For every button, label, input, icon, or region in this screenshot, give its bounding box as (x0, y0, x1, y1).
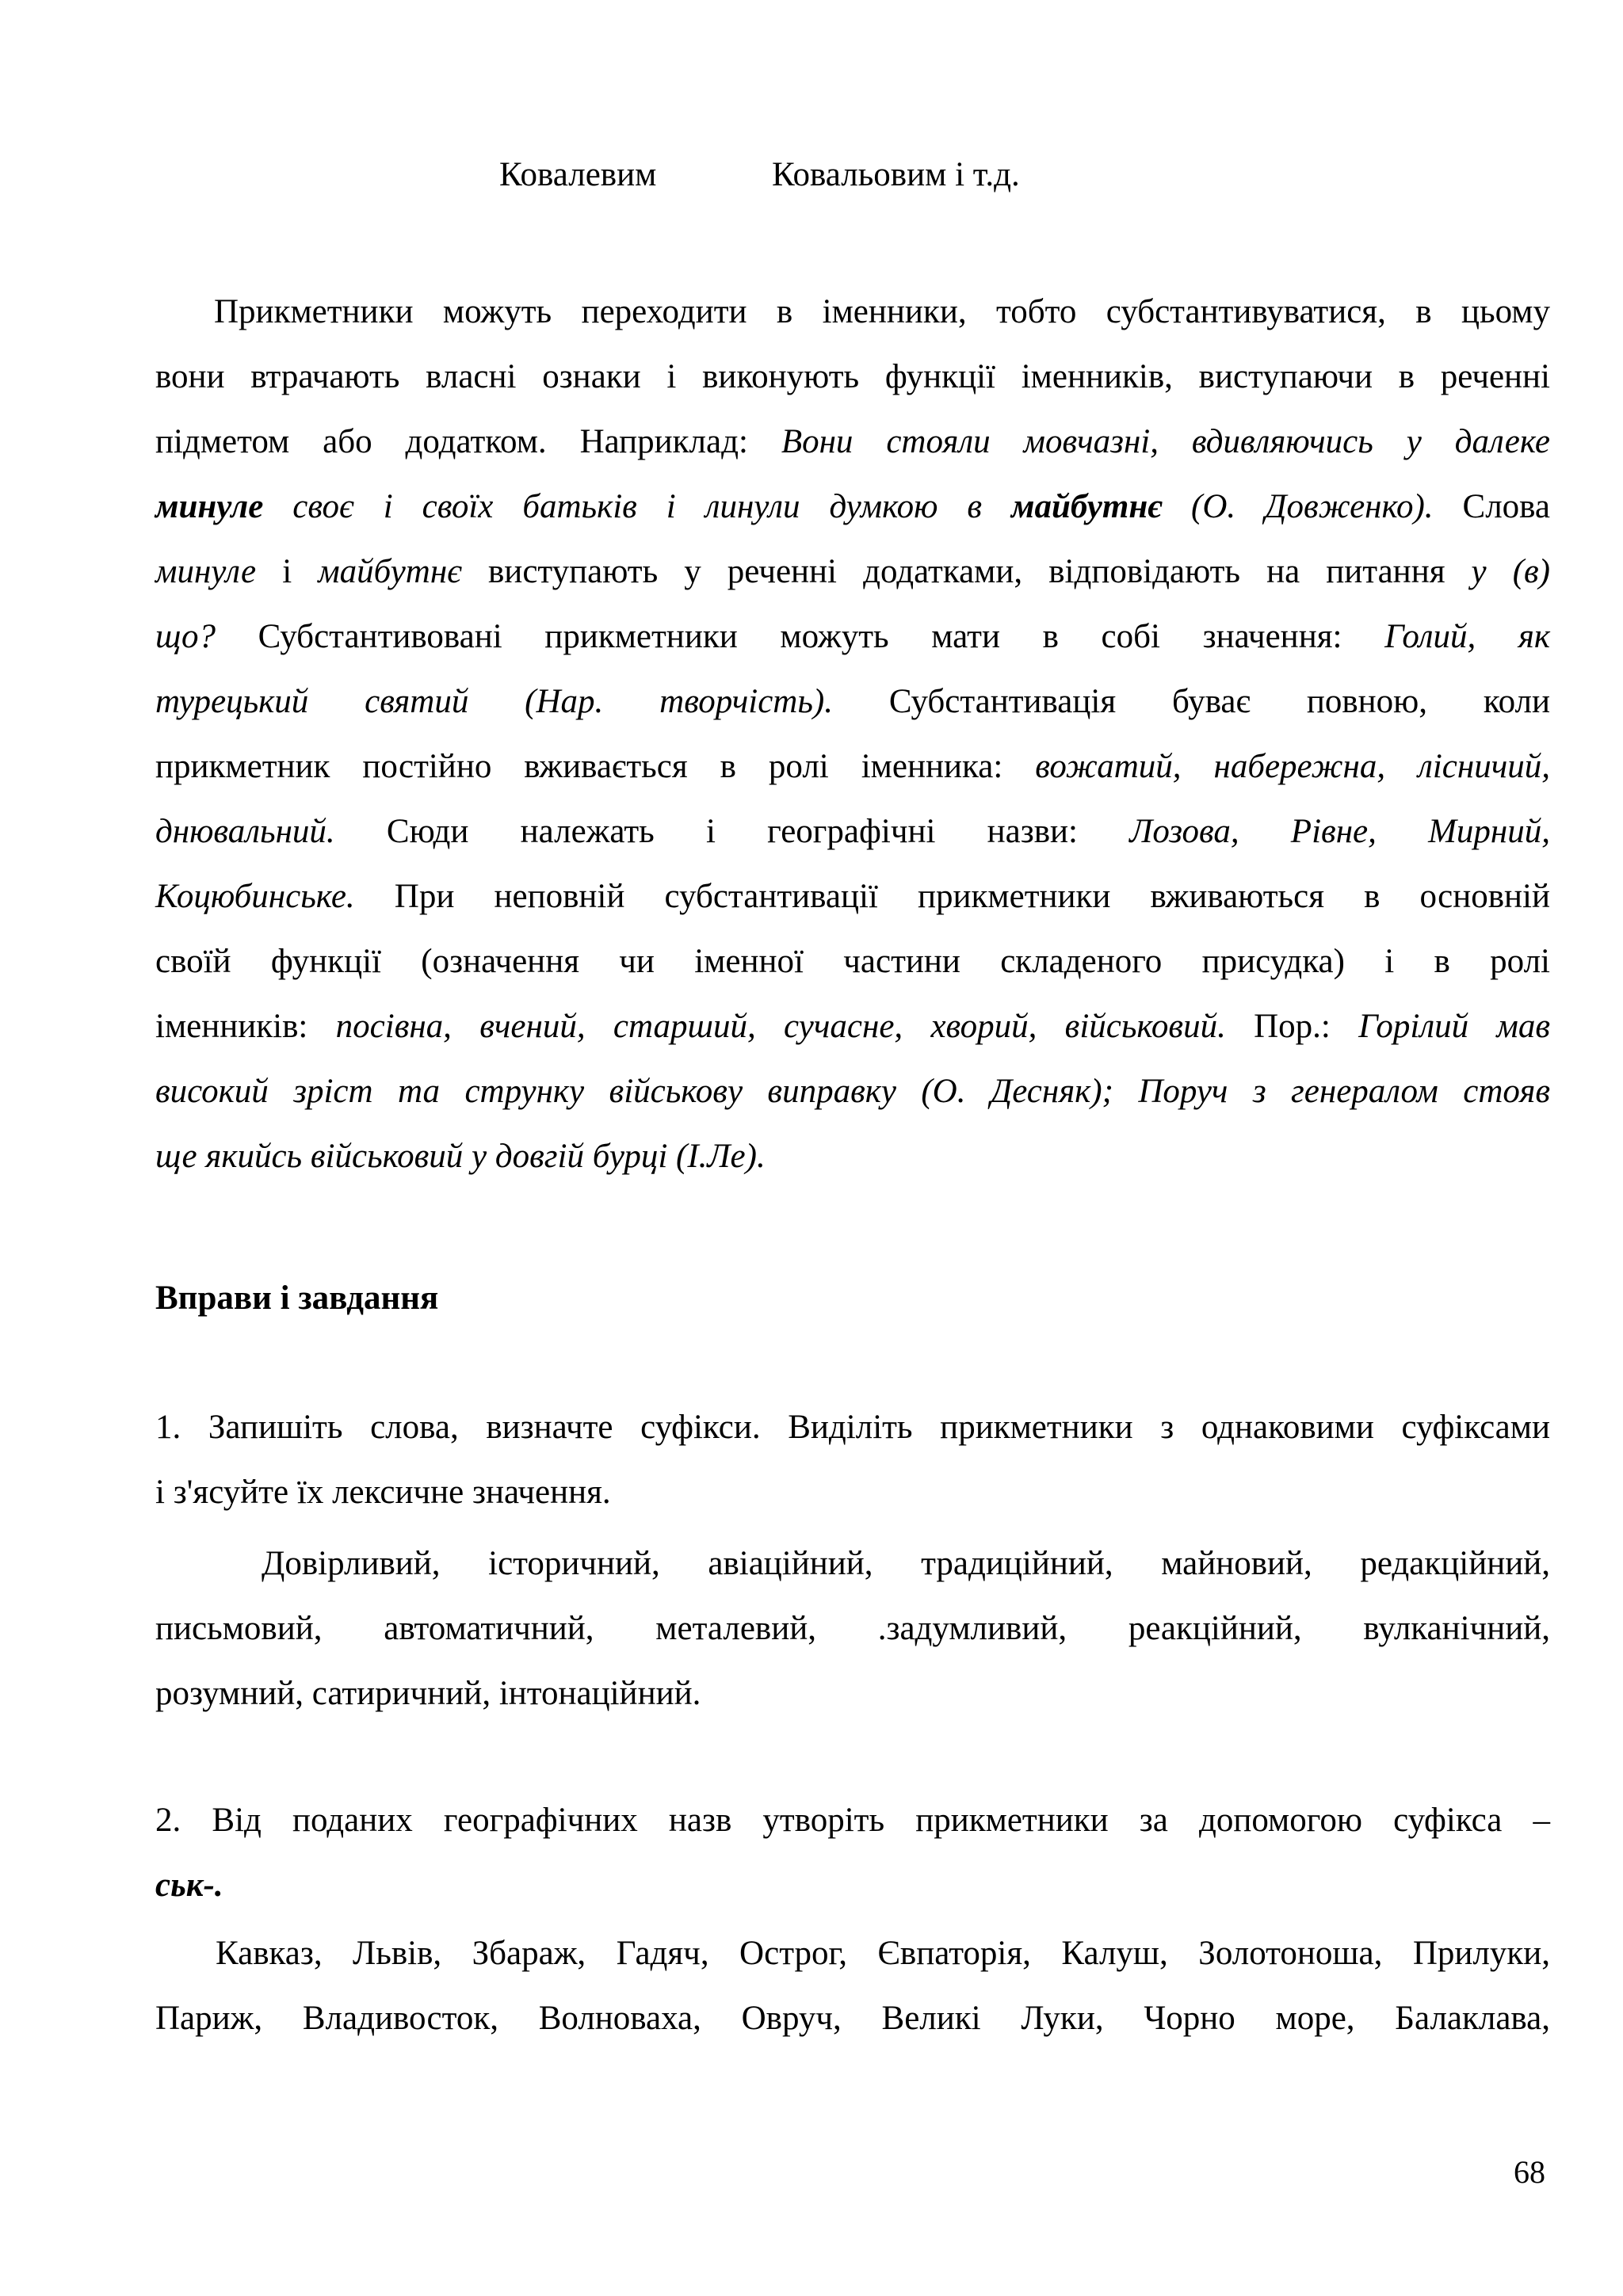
paragraph-line (155, 1005, 1550, 1049)
bold-term: минуле (155, 488, 264, 525)
example-text: минуле (155, 553, 257, 590)
text-run: іменників: (155, 1008, 336, 1045)
example-text: Голий, як (1384, 618, 1550, 655)
example-text: вожатий, набережна, лісничий, (1035, 748, 1550, 785)
example-text: що? (155, 618, 216, 655)
text-run: прикметник постійно вживається в ролі іменника: (155, 748, 1036, 785)
exercise-line (155, 1863, 1550, 1908)
paragraph-line (155, 680, 1550, 724)
section-heading: Вправи і завдання (155, 1280, 439, 1317)
paragraph-line: Прикметники можуть переходити в іменники, тобто субстантивуватися, в цьому (214, 293, 1550, 330)
exercise-line: і з'ясуйте їх лексичне значення. (155, 1474, 611, 1511)
example-text: ще якийсь військовий у довгій бурці (І.Ле). (155, 1138, 766, 1175)
text-run: підметом або додатком. Наприклад: (155, 423, 781, 460)
exercise-line: Париж, Владивосток, Волноваха, Овруч, Великі Луки, Чорно море, Балаклава, (155, 2000, 1550, 2037)
exercise-line: Кавказ, Львів, Збараж, Гадяч, Острог, Євпаторія, Калуш, Золотоноша, Прилуки, (216, 1935, 1550, 1972)
text-run: Пор.: (1225, 1008, 1359, 1045)
paragraph-line: своїй функції (означення чи іменної частини складеного присудка) і в ролі (155, 943, 1550, 980)
citation: (О. Довженко). (1162, 488, 1434, 525)
text-run: При неповній субстантивації прикметники вживаються в основній (354, 878, 1550, 915)
paragraph-line (155, 1135, 1550, 1179)
paragraph-line (155, 550, 1550, 594)
example-text: Вони стояли мовчазні, вдивляючись у далеке (781, 423, 1550, 460)
paragraph-line (155, 875, 1550, 919)
paragraph-line (155, 615, 1550, 659)
example-text: Горілий мав (1358, 1008, 1550, 1045)
paragraph-line (155, 1070, 1550, 1114)
exercise-line: 1. Запишіть слова, визначте суфікси. Виділіть прикметники з однаковими суфіксами (155, 1409, 1550, 1446)
paragraph-line: вони втрачають власні ознаки і виконують функції іменників, виступаючи в реченні (155, 358, 1550, 395)
page-number: 68 (1514, 2154, 1545, 2190)
bold-term: майбутнє (1011, 488, 1163, 525)
example-text: високий зріст та струнку військову виправку (О. Десняк); Поруч з генералом стояв (155, 1073, 1550, 1110)
example-text: турецький святий (Нар. творчість). (155, 683, 833, 720)
text-run: і (256, 553, 319, 590)
text-run: Сюди належать і географічні назви: (334, 813, 1130, 850)
suffix-term: ськ-. (155, 1867, 223, 1904)
exercise-line: письмовий, автоматичний, металевий, .задумливий, реакційний, вулканічний, (155, 1610, 1550, 1647)
exercise-line: 2. Від поданих географічних назв утворіть прикметники за допомогою суфікса – (155, 1802, 1550, 1839)
text-run: Субстантивація буває повною, коли (832, 683, 1550, 720)
paragraph-line (155, 420, 1550, 464)
example-text: днювальний. (155, 813, 335, 850)
header-word-a: Ковалевим (499, 156, 657, 193)
exercise-line: Довірливий, історичний, авіаційний, традиційний, майновий, редакційний, (262, 1545, 1550, 1582)
example-text: майбутнє (318, 553, 462, 590)
text-run: Слова (1433, 488, 1550, 525)
example-text: Коцюбинське. (155, 878, 355, 915)
example-text: Лозова, Рівне, Мирний, (1129, 813, 1550, 850)
example-text: посівна, вчений, старший, сучасне, хворий, військовий. (335, 1008, 1226, 1045)
paragraph-line (155, 485, 1550, 529)
text-run: виступають у реченні додатками, відповідають на питання (461, 553, 1472, 590)
paragraph-line (155, 745, 1550, 789)
header-word-b: Ковальовим і т.д. (772, 156, 1020, 193)
example-text: своє і своїх батьків і линули думкою в (263, 488, 1012, 525)
paragraph-line (155, 810, 1550, 854)
text-run: Субстантивовані прикметники можуть мати в собі значення: (216, 618, 1385, 655)
example-text: у (в) (1471, 553, 1551, 590)
exercise-line: розумний, сатиричний, інтонаційний. (155, 1675, 701, 1712)
